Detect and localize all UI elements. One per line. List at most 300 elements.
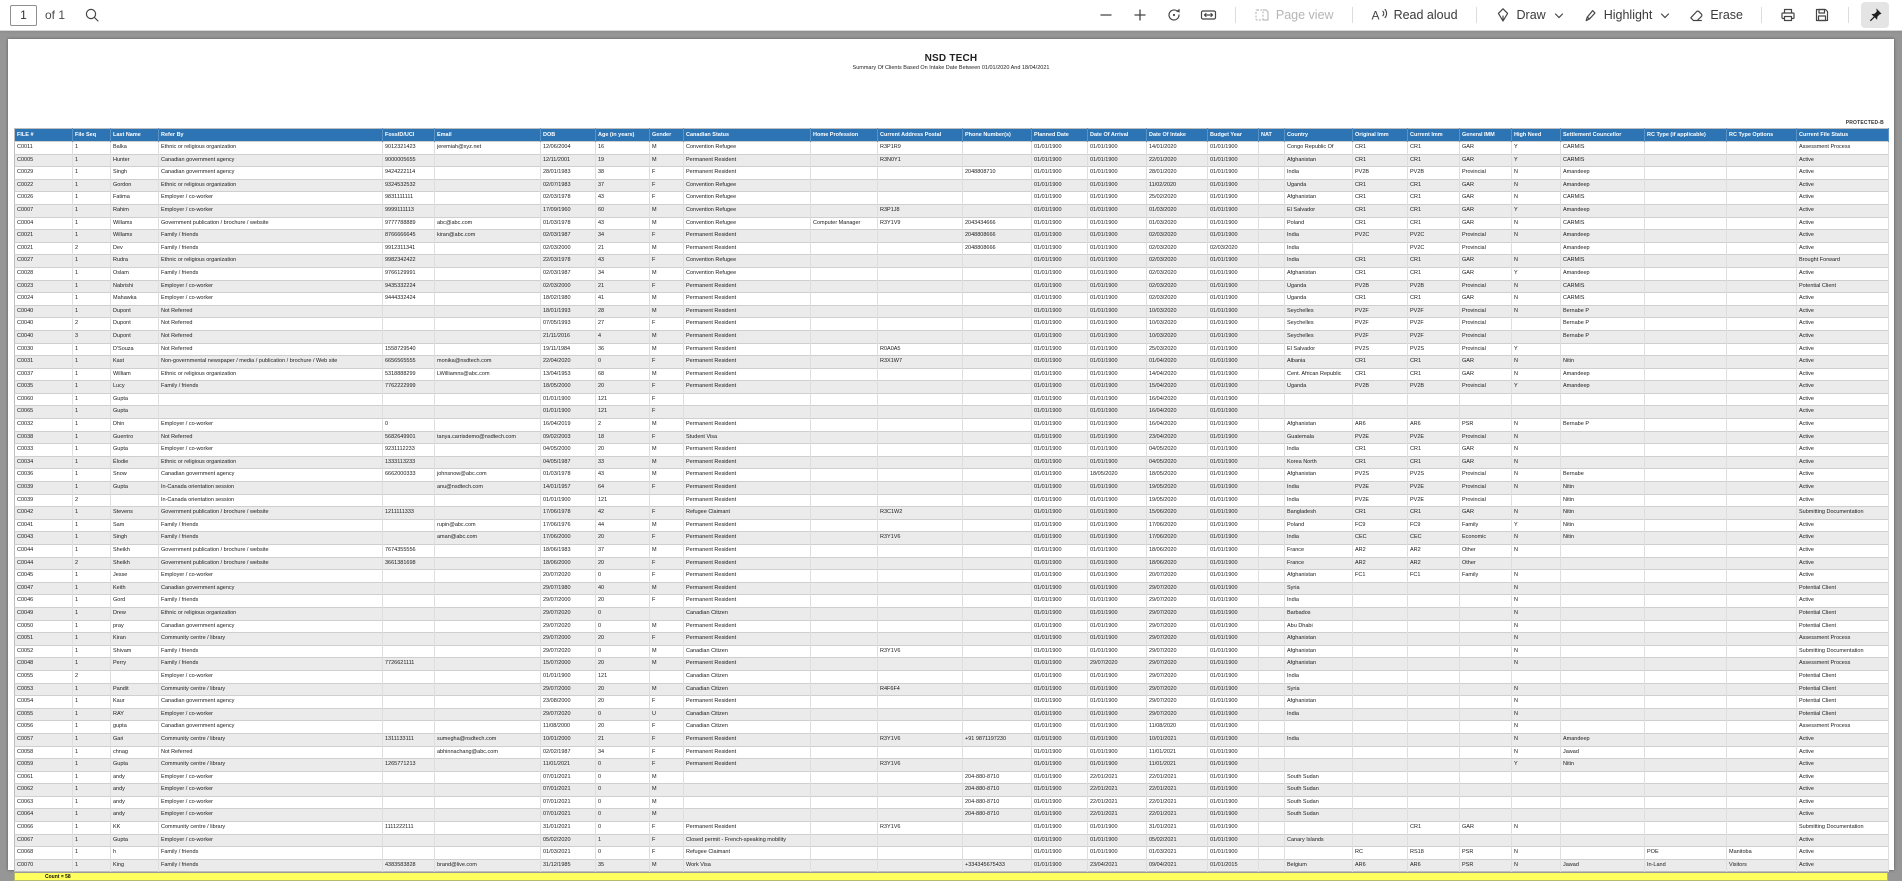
table-cell: King bbox=[111, 859, 159, 872]
table-cell: Employer / co-worker bbox=[159, 419, 383, 432]
table-cell bbox=[963, 393, 1032, 406]
table-cell: Community centre / library bbox=[159, 759, 383, 772]
table-cell: 01/03/2021 bbox=[1147, 847, 1208, 860]
table-cell: Permanent Resident bbox=[684, 444, 811, 457]
table-cell bbox=[1259, 859, 1285, 872]
table-cell: POE bbox=[1645, 847, 1727, 860]
table-cell bbox=[435, 192, 541, 205]
table-cell bbox=[1645, 557, 1727, 570]
table-cell: F bbox=[650, 280, 684, 293]
table-cell: 01/01/1900 bbox=[1088, 242, 1147, 255]
pdf-page bbox=[8, 39, 1894, 881]
table-cell bbox=[1645, 217, 1727, 230]
table-cell bbox=[878, 696, 963, 709]
table-cell: 02/03/2000 bbox=[541, 242, 596, 255]
table-cell: Family / friends bbox=[159, 230, 383, 243]
table-cell: 0 bbox=[596, 570, 650, 583]
table-cell bbox=[1353, 834, 1408, 847]
table-cell bbox=[1408, 645, 1460, 658]
table-cell: CARMIS bbox=[1561, 154, 1645, 167]
table-cell: C0051 bbox=[15, 633, 73, 646]
table-cell: AR6 bbox=[1408, 419, 1460, 432]
table-cell: 01/01/1900 bbox=[1088, 494, 1147, 507]
table-cell: CR1 bbox=[1408, 356, 1460, 369]
table-cell bbox=[963, 494, 1032, 507]
table-cell: 1265771213 bbox=[383, 759, 435, 772]
table-cell bbox=[1727, 444, 1797, 457]
table-cell: CR1 bbox=[1353, 217, 1408, 230]
table-cell: Amandeep bbox=[1561, 368, 1645, 381]
table-row bbox=[15, 469, 1889, 482]
table-cell bbox=[435, 494, 541, 507]
table-cell bbox=[1561, 721, 1645, 734]
table-cell: brand@live.com bbox=[435, 859, 541, 872]
table-cell: jeremiah@xyz.net bbox=[435, 142, 541, 155]
table-row bbox=[15, 532, 1889, 545]
table-cell: 12/11/2001 bbox=[541, 154, 596, 167]
table-cell bbox=[811, 658, 878, 671]
table-cell: Gord bbox=[111, 595, 159, 608]
table-cell: 19/05/2020 bbox=[1147, 494, 1208, 507]
table-cell: 44 bbox=[596, 519, 650, 532]
pin-toolbar-button[interactable] bbox=[1861, 2, 1889, 28]
table-cell: 01/01/1900 bbox=[1088, 179, 1147, 192]
table-cell bbox=[1727, 255, 1797, 268]
table-cell bbox=[1645, 330, 1727, 343]
table-cell bbox=[1645, 746, 1727, 759]
table-cell: Y bbox=[1512, 759, 1561, 772]
table-cell: 01/01/1900 bbox=[1032, 796, 1088, 809]
search-button[interactable] bbox=[78, 2, 106, 28]
table-cell: 29/07/2020 bbox=[1088, 658, 1147, 671]
table-cell: CR1 bbox=[1353, 267, 1408, 280]
print-button[interactable] bbox=[1774, 2, 1802, 28]
table-row bbox=[15, 746, 1889, 759]
table-cell: C0043 bbox=[15, 532, 73, 545]
table-cell: Nitin bbox=[1561, 532, 1645, 545]
table-cell bbox=[1460, 595, 1512, 608]
table-cell: In-Canada orientation session bbox=[159, 482, 383, 495]
table-cell: Submitting Documentation bbox=[1797, 507, 1889, 520]
table-cell bbox=[1460, 746, 1512, 759]
table-cell: 204-880-8710 bbox=[963, 796, 1032, 809]
table-cell: 01/01/1900 bbox=[1032, 330, 1088, 343]
table-cell: Amandeep bbox=[1561, 242, 1645, 255]
table-cell: Afghanistan bbox=[1285, 696, 1353, 709]
table-cell: R3Y1V6 bbox=[878, 645, 963, 658]
erase-button[interactable] bbox=[1682, 2, 1749, 28]
table-cell bbox=[878, 230, 963, 243]
table-cell: 19/11/1984 bbox=[541, 343, 596, 356]
table-cell: 02/03/1978 bbox=[541, 192, 596, 205]
table-cell: Active bbox=[1797, 859, 1889, 872]
table-row bbox=[15, 393, 1889, 406]
table-cell bbox=[1727, 431, 1797, 444]
table-cell: Active bbox=[1797, 393, 1889, 406]
table-cell bbox=[811, 532, 878, 545]
table-cell: Y bbox=[1512, 204, 1561, 217]
table-cell: Provincial bbox=[1460, 167, 1512, 180]
table-cell: 02/03/2020 bbox=[1147, 230, 1208, 243]
table-cell: Submitting Documentation bbox=[1797, 822, 1889, 835]
table-cell bbox=[435, 771, 541, 784]
table-cell bbox=[1512, 771, 1561, 784]
table-cell bbox=[1259, 847, 1285, 860]
table-cell: 01/03/2020 bbox=[1147, 217, 1208, 230]
table-cell: CR1 bbox=[1353, 192, 1408, 205]
table-row bbox=[15, 683, 1889, 696]
table-cell: 29/07/2020 bbox=[1147, 696, 1208, 709]
column-header: Home Profession bbox=[811, 129, 878, 142]
table-cell: Canadian government agency bbox=[159, 696, 383, 709]
table-cell bbox=[1259, 204, 1285, 217]
table-cell bbox=[1645, 192, 1727, 205]
table-cell: 01/01/1900 bbox=[1208, 204, 1259, 217]
table-cell: M bbox=[650, 368, 684, 381]
table-cell bbox=[435, 545, 541, 558]
table-cell: Other bbox=[1460, 545, 1512, 558]
table-row bbox=[15, 217, 1889, 230]
table-cell: Permanent Resident bbox=[684, 759, 811, 772]
table-cell: 01/01/1900 bbox=[1088, 507, 1147, 520]
table-cell: Afghanistan bbox=[1285, 469, 1353, 482]
table-cell: FC1 bbox=[1353, 570, 1408, 583]
table-cell: F bbox=[650, 192, 684, 205]
table-cell: Kast bbox=[111, 356, 159, 369]
draw-button[interactable] bbox=[1489, 2, 1570, 28]
table-cell: N bbox=[1512, 595, 1561, 608]
table-cell bbox=[1727, 217, 1797, 230]
table-cell bbox=[383, 582, 435, 595]
table-cell bbox=[435, 784, 541, 797]
table-cell: 01/01/1900 bbox=[1208, 330, 1259, 343]
table-cell: 1111222111 bbox=[383, 822, 435, 835]
table-cell: C0026 bbox=[15, 192, 73, 205]
table-cell bbox=[435, 670, 541, 683]
table-cell: N bbox=[1512, 255, 1561, 268]
table-cell bbox=[1727, 519, 1797, 532]
table-cell: 01/01/1900 bbox=[1032, 356, 1088, 369]
table-cell: R3N0Y1 bbox=[878, 154, 963, 167]
table-cell: CARMIS bbox=[1561, 255, 1645, 268]
table-cell: C0023 bbox=[15, 280, 73, 293]
table-cell: Permanent Resident bbox=[684, 154, 811, 167]
table-cell: 01/01/1900 bbox=[1088, 545, 1147, 558]
table-cell bbox=[963, 293, 1032, 306]
table-cell bbox=[1408, 406, 1460, 419]
table-cell: PV2E bbox=[1353, 431, 1408, 444]
table-cell: 18/05/2020 bbox=[1147, 469, 1208, 482]
table-cell: 22/01/2020 bbox=[1147, 154, 1208, 167]
table-cell: 01/01/1900 bbox=[1088, 670, 1147, 683]
table-cell bbox=[1561, 771, 1645, 784]
table-cell: PV2B bbox=[1353, 381, 1408, 394]
table-cell: C0066 bbox=[15, 822, 73, 835]
table-cell: +91 9871197230 bbox=[963, 733, 1032, 746]
table-cell bbox=[1645, 242, 1727, 255]
table-cell: 20 bbox=[596, 444, 650, 457]
table-cell: 1 bbox=[73, 620, 111, 633]
table-cell: Employer / co-worker bbox=[159, 834, 383, 847]
table-cell: Potential Client bbox=[1797, 683, 1889, 696]
table-cell: 01/01/1900 bbox=[1032, 582, 1088, 595]
table-cell: C0040 bbox=[15, 318, 73, 331]
table-cell: 01/01/1900 bbox=[1208, 305, 1259, 318]
table-cell bbox=[963, 280, 1032, 293]
table-cell bbox=[963, 267, 1032, 280]
table-cell: Active bbox=[1797, 809, 1889, 822]
table-cell: Assessment Process bbox=[1797, 721, 1889, 734]
table-cell: C0039 bbox=[15, 494, 73, 507]
table-cell: PV2F bbox=[1408, 330, 1460, 343]
table-cell: 10/03/2020 bbox=[1147, 305, 1208, 318]
table-cell: Balka bbox=[111, 142, 159, 155]
table-cell: 01/03/1978 bbox=[541, 469, 596, 482]
table-cell bbox=[1727, 784, 1797, 797]
table-cell bbox=[1460, 620, 1512, 633]
fit-to-width-button[interactable] bbox=[1194, 2, 1223, 28]
table-cell: PV2C bbox=[1353, 230, 1408, 243]
table-cell bbox=[878, 545, 963, 558]
table-cell: Rudra bbox=[111, 255, 159, 268]
table-cell bbox=[435, 645, 541, 658]
table-cell bbox=[435, 293, 541, 306]
table-cell: C0022 bbox=[15, 179, 73, 192]
zoom-in-button[interactable] bbox=[1126, 2, 1154, 28]
table-cell bbox=[878, 784, 963, 797]
table-cell: 01/01/1900 bbox=[1208, 167, 1259, 180]
table-cell bbox=[878, 330, 963, 343]
table-cell: Potential Client bbox=[1797, 620, 1889, 633]
table-cell: PV2F bbox=[1353, 318, 1408, 331]
table-cell: 01/01/1900 bbox=[1088, 330, 1147, 343]
table-cell: 29/07/1980 bbox=[541, 582, 596, 595]
table-cell bbox=[383, 318, 435, 331]
table-cell: M bbox=[650, 154, 684, 167]
table-cell: C0068 bbox=[15, 847, 73, 860]
table-cell: 01/01/1900 bbox=[1032, 343, 1088, 356]
table-cell: 2 bbox=[73, 557, 111, 570]
table-cell bbox=[1727, 267, 1797, 280]
table-cell: Permanent Resident bbox=[684, 595, 811, 608]
table-cell: Canadian government agency bbox=[159, 620, 383, 633]
table-cell: 1 bbox=[73, 859, 111, 872]
table-cell bbox=[811, 267, 878, 280]
table-cell: 11/02/2020 bbox=[1147, 179, 1208, 192]
table-cell bbox=[1727, 708, 1797, 721]
table-cell: 121 bbox=[596, 406, 650, 419]
table-cell: Convention Refugee bbox=[684, 192, 811, 205]
table-cell: 9982342422 bbox=[383, 255, 435, 268]
table-cell bbox=[1512, 494, 1561, 507]
table-cell bbox=[1259, 230, 1285, 243]
table-cell: GAR bbox=[1460, 179, 1512, 192]
table-cell: C0053 bbox=[15, 683, 73, 696]
highlight-button[interactable] bbox=[1576, 2, 1677, 28]
table-cell: 01/01/1900 bbox=[1088, 305, 1147, 318]
table-cell bbox=[1259, 431, 1285, 444]
table-cell bbox=[878, 179, 963, 192]
table-cell: C0028 bbox=[15, 267, 73, 280]
table-cell: N bbox=[1512, 305, 1561, 318]
table-cell: C0056 bbox=[15, 721, 73, 734]
table-cell bbox=[811, 230, 878, 243]
table-cell: anu@nsdtech.com bbox=[435, 482, 541, 495]
table-cell bbox=[963, 444, 1032, 457]
table-cell: M bbox=[650, 545, 684, 558]
table-cell: 01/01/1900 bbox=[1088, 154, 1147, 167]
table-cell: CR1 bbox=[1408, 192, 1460, 205]
table-cell: India bbox=[1285, 733, 1353, 746]
table-cell: RS18 bbox=[1408, 847, 1460, 860]
table-cell: 01/01/1900 bbox=[1032, 482, 1088, 495]
table-cell bbox=[963, 607, 1032, 620]
table-cell: 29/07/2020 bbox=[541, 645, 596, 658]
table-cell: 15/06/2020 bbox=[1147, 507, 1208, 520]
table-cell: 22/01/2021 bbox=[1088, 784, 1147, 797]
table-cell: Poland bbox=[1285, 217, 1353, 230]
table-cell: C0055 bbox=[15, 708, 73, 721]
table-cell bbox=[1727, 733, 1797, 746]
table-cell: R3Y1V6 bbox=[878, 532, 963, 545]
table-cell: Employer / co-worker bbox=[159, 784, 383, 797]
table-cell bbox=[878, 570, 963, 583]
table-cell bbox=[878, 368, 963, 381]
table-cell bbox=[435, 167, 541, 180]
table-cell: Kaur bbox=[111, 696, 159, 709]
table-cell: Gupta bbox=[111, 759, 159, 772]
table-cell bbox=[878, 242, 963, 255]
table-cell: In-Canada orientation session bbox=[159, 494, 383, 507]
table-cell: 09/04/2021 bbox=[1147, 859, 1208, 872]
table-cell: 1558729540 bbox=[383, 343, 435, 356]
table-cell: France bbox=[1285, 545, 1353, 558]
table-cell: 16/04/2020 bbox=[1147, 419, 1208, 432]
table-cell bbox=[878, 167, 963, 180]
table-cell: Gupta bbox=[111, 444, 159, 457]
table-cell: 34 bbox=[596, 267, 650, 280]
table-row bbox=[15, 280, 1889, 293]
save-button[interactable] bbox=[1808, 2, 1836, 28]
table-cell: AR6 bbox=[1353, 859, 1408, 872]
table-cell: 23/04/2021 bbox=[1088, 859, 1147, 872]
table-cell: 01/01/1900 bbox=[1208, 746, 1259, 759]
table-cell: C0024 bbox=[15, 293, 73, 306]
table-cell: 01/01/1900 bbox=[1208, 595, 1259, 608]
table-cell: N bbox=[1512, 167, 1561, 180]
table-cell: CR1 bbox=[1408, 217, 1460, 230]
draw-pen-icon bbox=[1495, 7, 1511, 23]
table-cell bbox=[383, 771, 435, 784]
table-cell: Active bbox=[1797, 167, 1889, 180]
table-cell: 29/07/2000 bbox=[541, 595, 596, 608]
table-cell bbox=[878, 267, 963, 280]
read-aloud-button[interactable] bbox=[1365, 2, 1464, 28]
table-cell: 01/01/1900 bbox=[1088, 406, 1147, 419]
table-cell: 01/01/1900 bbox=[1088, 519, 1147, 532]
table-cell bbox=[383, 607, 435, 620]
table-cell: 01/01/1900 bbox=[1032, 809, 1088, 822]
table-cell bbox=[811, 419, 878, 432]
table-cell: Seychelles bbox=[1285, 305, 1353, 318]
table-cell: 01/01/1900 bbox=[541, 406, 596, 419]
table-cell: 9999111113 bbox=[383, 204, 435, 217]
table-cell: 25/02/2020 bbox=[1147, 192, 1208, 205]
table-cell: Active bbox=[1797, 733, 1889, 746]
table-cell: R3Y1V6 bbox=[878, 733, 963, 746]
table-cell: N bbox=[1512, 192, 1561, 205]
table-cell bbox=[963, 595, 1032, 608]
table-cell: 01/01/1900 bbox=[1208, 343, 1259, 356]
table-row bbox=[15, 343, 1889, 356]
table-cell bbox=[1353, 406, 1408, 419]
table-cell: 7762222999 bbox=[383, 381, 435, 394]
table-cell: Permanent Resident bbox=[684, 822, 811, 835]
table-cell: Uganda bbox=[1285, 293, 1353, 306]
column-header: Age (in years) bbox=[596, 129, 650, 142]
table-cell: CR1 bbox=[1353, 507, 1408, 520]
table-cell bbox=[1645, 784, 1727, 797]
table-cell: 16/04/2020 bbox=[1147, 393, 1208, 406]
table-cell: Canadian government agency bbox=[159, 469, 383, 482]
table-cell bbox=[963, 368, 1032, 381]
table-cell: M bbox=[650, 784, 684, 797]
table-cell bbox=[963, 381, 1032, 394]
table-cell: Korea North bbox=[1285, 456, 1353, 469]
table-cell bbox=[963, 532, 1032, 545]
table-cell: abhinnachang@abc.com bbox=[435, 746, 541, 759]
table-cell: Sheikh bbox=[111, 545, 159, 558]
column-header: Phone Number(s) bbox=[963, 129, 1032, 142]
column-header: Email bbox=[435, 129, 541, 142]
table-cell: 17/09/1960 bbox=[541, 204, 596, 217]
table-cell: Active bbox=[1797, 482, 1889, 495]
table-cell: Élodie bbox=[111, 456, 159, 469]
table-cell: 11/01/2021 bbox=[1147, 746, 1208, 759]
table-cell: Gupta bbox=[111, 482, 159, 495]
table-cell: Active bbox=[1797, 179, 1889, 192]
table-cell: CARMIS bbox=[1561, 192, 1645, 205]
table-row bbox=[15, 507, 1889, 520]
table-cell: N bbox=[1512, 683, 1561, 696]
table-cell: Active bbox=[1797, 759, 1889, 772]
table-cell bbox=[1259, 507, 1285, 520]
column-header: Budget Year bbox=[1208, 129, 1259, 142]
table-cell: Active bbox=[1797, 406, 1889, 419]
page-number-input[interactable] bbox=[10, 5, 37, 26]
table-cell: PV2F bbox=[1408, 305, 1460, 318]
table-cell: Economic bbox=[1460, 532, 1512, 545]
table-cell: 9766129991 bbox=[383, 267, 435, 280]
table-cell: N bbox=[1512, 859, 1561, 872]
table-cell: Employer / co-worker bbox=[159, 192, 383, 205]
table-cell bbox=[1408, 708, 1460, 721]
zoom-out-button[interactable] bbox=[1092, 2, 1120, 28]
table-cell: 01/01/1900 bbox=[1088, 570, 1147, 583]
table-cell: F bbox=[650, 507, 684, 520]
table-cell bbox=[435, 267, 541, 280]
table-cell bbox=[1645, 595, 1727, 608]
table-cell: 8766666645 bbox=[383, 230, 435, 243]
table-row bbox=[15, 167, 1889, 180]
table-cell bbox=[1645, 670, 1727, 683]
zoom-reset-button[interactable] bbox=[1160, 2, 1188, 28]
table-cell bbox=[1645, 620, 1727, 633]
table-cell: CR1 bbox=[1353, 204, 1408, 217]
table-cell: PV2F bbox=[1408, 318, 1460, 331]
table-cell bbox=[1645, 305, 1727, 318]
table-cell bbox=[963, 658, 1032, 671]
